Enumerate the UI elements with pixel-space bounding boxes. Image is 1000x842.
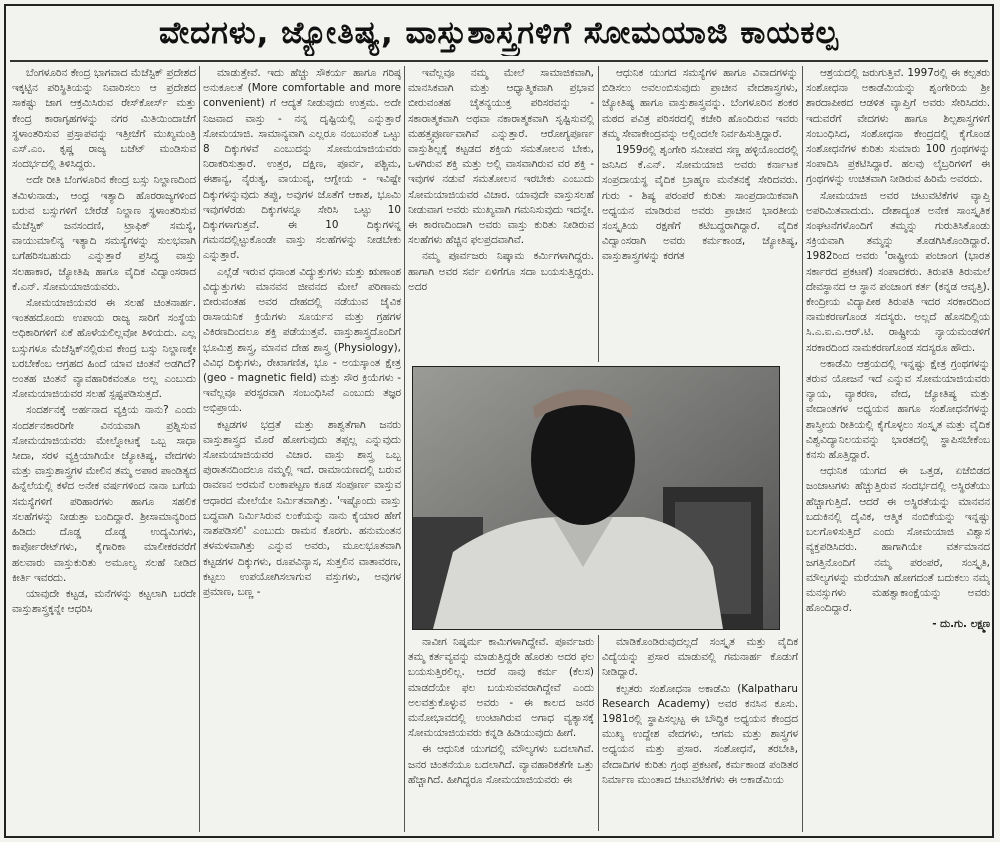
portrait-photo-graphic	[413, 367, 779, 629]
article-column-1	[12, 66, 196, 832]
article-paragraph: ನಮ್ಮ ಪೂರ್ವಜರು ನಿಷ್ಕಾಮ ಕರ್ಮಿಗಳಾಗಿದ್ದರು. ಹಾಗಾಗಿ ಅವರ ಸರ್ವ ಏಳಿಗೆಗೂ ಸದಾ ಬಯಸುತ್ತಿದ್ದರು. ಅದರ	[408, 250, 594, 293]
article-column-5	[806, 66, 990, 832]
author-byline: - ದು.ಗು. ಲಕ್ಷ್ಮಣ	[932, 618, 990, 631]
article-headline: ವೇದಗಳು, ಜ್ಯೋತಿಷ್ಯ, ವಾಸ್ತುಶಾಸ್ತ್ರಗಳಿಗೆ ಸೋಮಯಾಜಿ ಕಾಯಕಲ್ಪ	[159, 15, 839, 51]
article-column-3-bottom	[408, 635, 594, 831]
article-paragraph: ಆಧುನಿಕ ಯುಗದ ಸಮಸ್ಯೆಗಳ ಹಾಗೂ ವಿವಾದಗಳನ್ನು ಬಿಡಿಸಲು ಅವಲಂಬಿಸುವುದು ಪ್ರಾಚೀನ ವೇದಶಾಸ್ತ್ರಗಳು, ಜ್ಯೋತಿಷ್ಯ ಹಾಗೂ ವಾಸ್ತುಶಾಸ್ತ್ರವನ್ನು. ಬೆಂಗಳೂರಿನ ಶಂಕರ ಮಠದ ಪವಿತ್ರ ಪರಿಸರದಲ್ಲಿ ಕಚೇರಿ ಹೊಂದಿರುವ ಇವರು ತಮ್ಮ ಸೇವಾಕೇಂದ್ರವನ್ನು ಅಲ್ಲಿಂದಲೇ ನಿರ್ವಹಿಸುತ್ತಿದ್ದಾರೆ.	[602, 67, 798, 140]
article-paragraph: ಆಶ್ರಯದಲ್ಲಿ ಜರುಗುತ್ತಿವೆ. 1997ರಲ್ಲಿ ಈ ಕಲ್ಪತರು ಸಂಶೋಧನಾ ಅಕಾಡೆಮಿಯನ್ನು ಶೃಂಗೇರಿಯ ಶ್ರೀ ಶಾರದಾಪೀಠದ ಆಡಳಿತ ವ್ಯಾಪ್ತಿಗೆ ಅವರು ಸೇರಿಸಿದರು. ಇದುವರೆಗೆ ವೇದಗಳು ಹಾಗೂ ಶಿಲ್ಪಶಾಸ್ತ್ರಗಳಿಗೆ ಸಂಬಂಧಿಸಿದ, ಸಂಶೋಧನಾ ಕೇಂದ್ರದಲ್ಲಿ ಕೈಗೊಂಡ ಸಂಶೋಧನೆಗಳ ಕುರಿತು ಸುಮಾರು 100 ಗ್ರಂಥಗಳನ್ನು ಸಂಪಾದಿಸಿ ಪ್ರಕಟಿಸಿದ್ದಾರೆ. ಹಲವು ಲೈಬ್ರರಿಗಳಿಗೆ ಈ ಗ್ರಂಥಗಳನ್ನು ಉಚಿತವಾಗಿ ನೀಡಿರುವ ಹಿರಿಮೆ ಅವರದು.	[806, 67, 990, 186]
article-paragraph: ಕಟ್ಟಡಗಳ ಭದ್ರತೆ ಮತ್ತು ಶಾಶ್ವತೆಗಾಗಿ ಜನರು ವಾಸ್ತುಶಾಸ್ತ್ರದ ಮೊರೆ ಹೋಗುವುದು ತಪ್ಪಲ್ಲ ಎನ್ನುವುದು ಸೋಮಯಾಜಿಯವರ ವಿಚಾರ. ವಾಸ್ತು ಶಾಸ್ತ್ರ ಒಬ್ಬ ಪುರಾತನದಿಂದಲೂ ನಮ್ಮಲ್ಲಿ ಇದೆ. ರಾಮಾಯಣದಲ್ಲಿ ಬರುವ ರಾವಣನ ಅರಮನೆ ಲಂಕಾಪಟ್ಟಣ ಕೂಡ ಸಂಪೂರ್ಣ ವಾಸ್ತುವ ಆಧಾರದ ಮೇಲೆಯೇ ನಿರ್ಮಿತವಾಗಿತ್ತು. 'ಇಷ್ಟೊಂದು ವಾಸ್ತು ಬದ್ಧವಾಗಿ ನಿರ್ಮಿಸಿರುವ ಲಂಕೆಯನ್ನು ನಾನು ಕೈಯಾರ ಹೇಗೆ ನಾಶಪಡಿಸಲಿ' ಎಂಬುದು ರಾಮನ ಕೊರಗು. ಹನುಮಂತನ ತಳಮಳವಾಗಿತ್ತು ಎನ್ನುವ ಅವರು, ಮೂಲಭೂತವಾಗಿ ಕಟ್ಟಡಗಳ ದಿಕ್ಕುಗಳು, ರೂಪವಿನ್ಯಾಸ, ಸುತ್ತಲಿನ ವಾತಾವರಣ, ಕಟ್ಟಲು ಉಪಯೋಗಿಸಲಾಗುವ ವಸ್ತುಗಳು, ಅವುಗಳ ಪ್ರಮಾಣ, ಬಣ್ಣ -	[203, 418, 401, 598]
article-paragraph: ಮಾಡಿಕೊಂಡಿರುವುದಲ್ಲದೆ ಸಂಸ್ಕೃತ ಮತ್ತು ವೈದಿಕ ವಿದ್ಯೆಯನ್ನು ಪ್ರಸಾರ ಮಾಡುವಲ್ಲಿ ಗಮನಾರ್ಹ ಕೊಡುಗೆ ನೀಡಿದ್ದಾರೆ.	[602, 636, 798, 679]
article-paragraph: ಸೋಮಯಾಜಿಯವರ ಈ ಸಲಹೆ ಚಿಂತನಾರ್ಹ. ಇಂತಹದೊಂದು ಉಪಾಯ ರಾಜ್ಯ ಸಾರಿಗೆ ಸಂಸ್ಥೆಯ ಅಧಿಕಾರಿಗಳಿಗೆ ಏಕೆ ಹೊಳೆಯಲಿಲ್ಲವೋ ತಿಳಿಯದು. ಎಲ್ಲ ಬಸ್ಸುಗಳೂ ಮೆಜೆಸ್ಟಿಕ್‌ನಲ್ಲಿರುವ ಕೇಂದ್ರ ಬಸ್ಸು ನಿಲ್ದಾಣಕ್ಕೇ ಬರಬೇಕೆಂಬ ಆಗ್ರಹದ ಹಿಂದೆ ಯಾವ ಚಿಂತನೆ ಅಡಗಿದೆ? ಅಂತಹ ಚಿಂತನೆ ವ್ಯಾವಹಾರಿಕವಂತೂ ಅಲ್ಲ ಎಂಬುದು ಸೋಮಯಾಜಿಯವರ ಸಲಹೆ ಸ್ಪಷ್ಟಪಡಿಸುತ್ತದೆ.	[12, 297, 196, 401]
article-column-4-top	[602, 66, 798, 362]
column-divider	[598, 635, 599, 831]
article-paragraph: ನಾವೀಗ ನಿಷ್ಕರ್ಮ ಕಾಮಿಗಳಾಗಿದ್ದೇವೆ. ಪೂರ್ವಜರು ತಮ್ಮ ಕರ್ತವ್ಯವನ್ನು ಮಾಡುತ್ತಿದ್ದರೇ ಹೊರತು ಅದರ ಫಲ ಬಯಸುತ್ತಿರಲಿಲ್ಲ. ಆದರೆ ನಾವು ಕರ್ಮ (ಕೆಲಸ) ಮಾಡದೆಯೇ ಫಲ ಬಯಸುವವರಾಗಿದ್ದೇವೆ ಎಂದು ಅಲವತ್ತುಕೊಳ್ಳುವ ಅವರು - ಈ ಕಾಲದ ಜನರ ಮನೋಭಾವದಲ್ಲಿ ಉಂಟಾಗಿರುವ ಅಗಾಧ ವ್ಯತ್ಯಾಸಕ್ಕೆ ಸೋಮಯಾಜಿಯವರು ಕನ್ನಡಿ ಹಿಡಿಯುವುದು ಹೀಗೆ.	[408, 636, 594, 740]
article-paragraph: ಕಲ್ಪತರು ಸಂಶೋಧನಾ ಅಕಾಡೆಮಿ (Kalpatharu Research Academy) ಅವರ ಕನಸಿನ ಕೂಸು. 1981ರಲ್ಲಿ ಸ್ಥಾಪಿಸಲ್ಪಟ್ಟ ಈ ಬೌದ್ಧಿಕ ಅಧ್ಯಯನ ಕೇಂದ್ರದ ಮುಖ್ಯ ಉದ್ದೇಶ ವೇದಗಳು, ಆಗಮ ಮತ್ತು ಶಾಸ್ತ್ರಗಳ ಅಧ್ಯಯನ ಮತ್ತು ಪ್ರಸಾರ. ಸಂಶೋಧನೆ, ತರಬೇತಿ, ವೇದಾದಿಗಳ ಕುರಿತು ಗ್ರಂಥ ಪ್ರಕಟಣೆ, ಕರ್ಮಕಾಂಡ ಪಂಡಿತರ ನಿರ್ಮಾಣ ಮುಂತಾದ ಚಟುವಟಿಕೆಗಳು ಈ ಅಕಾಡೆಮಿಯ	[602, 682, 798, 786]
article-paragraph: 1959ರಲ್ಲಿ ಶೃಂಗೇರಿ ಸಮೀಪದ ಸಣ್ಣ ಹಳ್ಳಿಯೊಂದರಲ್ಲಿ ಜನಿಸಿದ ಕೆ.ಎನ್. ಸೋಮಯಾಜಿ ಅವರು ಕರ್ನಾಟಕ ಸಂಪ್ರದಾಯಸ್ಥ ವೈದಿಕ ಬ್ರಾಹ್ಮಣ ಮನೆತನಕ್ಕೆ ಸೇರಿದವರು. ಗುರು - ಶಿಷ್ಯ ಪರಂಪರೆ ಕುರಿತು ಸಾಂಪ್ರದಾಯಿಕವಾಗಿ ಅಧ್ಯಯನ ಮಾಡಿರುವ ಅವರು ಪ್ರಾಚೀನ ಭಾರತೀಯ ಸಂಸ್ಕೃತಿಯ ರಕ್ಷಣೆಗೆ ಕಟಿಬದ್ಧರಾಗಿದ್ದಾರೆ. ವೈದಿಕ ವಿದ್ವಾಂಸರಾಗಿ ಅವರು ಕರ್ಮಕಾಂಡ, ಜ್ಯೋತಿಷ್ಯ, ವಾಸ್ತುಶಾಸ್ತ್ರಗಳನ್ನು ಕರಗತ	[602, 144, 798, 263]
article-paragraph: ಮಾಡುತ್ತೇವೆ. ಇದು ಹೆಚ್ಚು ಸೌಕರ್ಯ ಹಾಗೂ ಗರಿಷ್ಠ ಅನುಕೂಲತೆ (More comfortable and more convenient) ಗೆ ಆದ್ಯತೆ ನೀಡುವುದು ಉತ್ತಮ. ಅದೇ ನಿಜವಾದ ವಾಸ್ತು - ನನ್ನ ದೃಷ್ಟಿಯಲ್ಲಿ ಎನ್ನುತ್ತಾರೆ ಸೋಮಯಾಜಿ. ಸಾಮಾನ್ಯವಾಗಿ ಎಲ್ಲರೂ ನಂಬುವಂತೆ ಒಟ್ಟು 8 ದಿಕ್ಕುಗಳವೆ ಎಂಬುದನ್ನು ಸೋಮಯಾಜಿಯವರು ನಿರಾಕರಿಸುತ್ತಾರೆ. ಉತ್ತರ, ದಕ್ಷಿಣ, ಪೂರ್ವ, ಪಶ್ಚಿಮ, ಈಶಾನ್ಯ, ನೈರುತ್ಯ, ವಾಯುವ್ಯ, ಆಗ್ನೇಯ - ಇವಿಷ್ಟೇ ದಿಕ್ಕುಗಳನ್ನುವುದು ತಪ್ಪು, ಅವುಗಳ ಜೊತೆಗೆ ಆಕಾಶ, ಭೂಮಿ ಇವುಗಳೆರಡು ದಿಕ್ಕುಗಳನ್ನೂ ಸೇರಿಸಿ ಒಟ್ಟು 10 ದಿಕ್ಕುಗಳಾಗುತ್ತವೆ. ಈ 10 ದಿಕ್ಕುಗಳನ್ನ ಗಮನದಲ್ಲಿಟ್ಟುಕೊಂಡೇ ವಾಸ್ತು ಸಲಹೆಗಳನ್ನು ನೀಡಬೇಕು ಎನ್ನುತ್ತಾರೆ.	[203, 67, 401, 262]
column-divider	[598, 66, 599, 362]
article-paragraph: ಈ ಆಧುನಿಕ ಯುಗದಲ್ಲಿ ಮೌಲ್ಯಗಳು ಬದಲಾಗಿವೆ. ಜನರ ಚಿಂತನೆಯೂ ಬದಲಾಗಿದೆ. ವ್ಯಾವಹಾರಿಕತೆಗೇ ಒತ್ತು ಹೆಚ್ಚಾಗಿದೆ. ಹೀಗಿದ್ದರೂ ಸೋಮಯಾಜಿಯವರು ಈ	[408, 743, 594, 786]
column-divider	[802, 66, 803, 832]
article-paragraph: ಸೋಮಯಾಜಿ ಅವರ ಚಟುವಟಿಕೆಗಳ ವ್ಯಾಪ್ತಿ ಅಪರಿಮಿತವಾದುದು. ದೇಶಾದ್ಯಂತ ಅನೇಕ ಸಾಂಸ್ಕೃತಿಕ ಸಂಘಟನೆಗಳೊಂದಿಗೆ ತಮ್ಮನ್ನು ಗುರುತಿಸಿಕೊಂಡು ಸಕ್ರಿಯವಾಗಿ ತಮ್ಮನ್ನು ತೊಡಗಿಸಿಕೊಂಡಿದ್ದಾರೆ. 1982ರಿಂದ ಅವರು 'ರಾಷ್ಟ್ರೀಯ ಪಂಚಾಂಗ (ಭಾರತ ಸರ್ಕಾರದ ಪ್ರಕಟಣೆ) ಸಂಪಾದಕರು. ತಿರುಪತಿ ತಿರುಮಲೆ ದೇವಸ್ಥಾನದ ಆ ಸ್ಥಾನ ಪಂಚಾಂಗ ಕರ್ತ (ಕನ್ನಡ ಆವೃತ್ತಿ). ಕೇಂದ್ರೀಯ ವಿದ್ಯಾಪೀಠ ತಿರುಪತಿ ಇದರ ಸರಕಾರದಿಂದ ನಾಮಕರಣಗೊಂಡ ಸದಸ್ಯರು. ಅಲ್ಲದೆ ಹೊಸದಿಲ್ಲಿಯ ಸಿ.ಎ.ಐ.ಎ.ಆರ್.ಟಿ. ರಾಷ್ಟ್ರೀಯ ನ್ಯಾಯಮಂಡಳಿಗೆ ಸರಕಾರದಿಂದ ನಾಮಕರಣಗೊಂಡ ಸದಸ್ಯರೂ ಹೌದು.	[806, 189, 990, 354]
portrait-photo	[412, 366, 780, 630]
article-paragraph: ಇವೆಲ್ಲವೂ ನಮ್ಮ ಮೇಲೆ ಸಾಮಾಜಿಕವಾಗಿ, ಮಾನಸಿಕವಾಗಿ ಮತ್ತು ಆಧ್ಯಾತ್ಮಿಕವಾಗಿ ಪ್ರಭಾವ ಬೀರುವಂತಹ ಚೈತನ್ಯಯುಕ್ತ ಪರಿಸರವನ್ನು - ಸಕಾರಾತ್ಮಕವಾಗಿ ಅಥವಾ ನಕಾರಾತ್ಮಕವಾಗಿ ಸೃಷ್ಟಿಸುವಲ್ಲಿ ಮಹತ್ತ್ವಪೂರ್ಣವಾಗಿವೆ ಎನ್ನುತ್ತಾರೆ. ಆರೋಗ್ಯಪೂರ್ಣ ವಾಸ್ತುಶಿಲ್ಪಕ್ಕೆ ಕಟ್ಟಡದ ಶಕ್ತಿಯ ಸಮತೋಲನ ಬೇಕು, ಒಳಗಿರುವ ಶಕ್ತಿ ಮತ್ತು ಅಲ್ಲಿ ವಾಸವಾಗಿರುವ ವರ ಶಕ್ತಿ - ಇವುಗಳ ನಡುವೆ ಸಮತೋಲನ ಇರಬೇಕು ಎಂಬುದು ಸೋಮಯಾಜಿಯವರ ವಿಚಾರ. ಯಾವುದೇ ವಾಸ್ತುಸಲಹೆ ನೀಡುವಾಗ ಅವರು ಮುಖ್ಯವಾಗಿ ಗಮನಿಸುವುದು ಇದನ್ನೇ. ಈ ಕಾರಣದಿಂದಾಗಿ ಅವರು ವಾಸ್ತು ಕುರಿತು ನೀಡಿರುವ ಸಲಹೆಗಳು ಹೆಚ್ಚಿನ ಫಲಪ್ರದವಾಗಿವೆ.	[408, 67, 594, 247]
article-paragraph: ಎಲ್ಲೆಡೆ ಇರುವ ಧನಾಂಶ ವಿದ್ಯುತ್ತುಗಳು ಮತ್ತು ಋಣಾಂಶ ವಿದ್ಯುತ್ತುಗಳು ಮಾನವನ ಜೀವನದ ಮೇಲೆ ಪರಿಣಾಮ ಬೀರುವಂತಹ ಅವರ ದೇಹದಲ್ಲಿ ನಡೆಯುವ ಜೈವಿಕ ರಾಸಾಯನಿಕ ಕ್ರಿಯೆಗಳು ಸೂರ್ಯನ ಮತ್ತು ಗ್ರಹಗಳ ವಿಕಿರಣದಿಂದಲೂ ಶಕ್ತಿ ಪಡೆಯುತ್ತವೆ. ವಾಸ್ತುಶಾಸ್ತ್ರದೊಂದಿಗೆ ಭೂಮಿಶ್ರ ಶಾಸ್ತ್ರ, ಮಾನವ ದೇಹ ಶಾಸ್ತ್ರ (Physiology), ವಿವಿಧ ದಿಕ್ಕುಗಳು, ರೇಖಾಗಣಿತ, ಭೂ - ಅಯಸ್ಕಾಂತ ಕ್ಷೇತ್ರ (geo - magnetic field) ಮತ್ತು ಸೌರ ಕ್ರಿಯೆಗಳು - ಇವೆಲ್ಲವೂ ಪರಸ್ಪರವಾಗಿ ಸಂಬಂಧಿಸಿವೆ ಎಂಬುದು ತಜ್ಞರ ಅಭಿಪ್ರಾಯ.	[203, 265, 401, 415]
article-column-3-top	[408, 66, 594, 362]
article-column-2	[203, 66, 401, 832]
article-paragraph: ಅಕಾಡೆಮಿ ಆಶ್ರಯದಲ್ಲಿ ಇನ್ನಷ್ಟು ಕ್ಷೇತ್ರ ಗ್ರಂಥಗಳನ್ನು ತರುವ ಯೋಜನೆ ಇದೆ ಎನ್ನುವ ಸೋಮಯಾಜಿಯವರು ನ್ಯಾಯ, ವ್ಯಾಕರಣ, ವೇದ, ಜ್ಯೋತಿಷ್ಯ ಮತ್ತು ವೇದಾಂತಗಳ ಅಧ್ಯಯನ ಹಾಗೂ ಸಂಶೋಧನೆಗಳನ್ನು ಶಾಸ್ತ್ರೀಯ ರೀತಿಯಲ್ಲಿ ಕೈಗೊಳ್ಳಲು ಸಂಸ್ಕೃತ ಮತ್ತು ವೈದಿಕ ವಿಶ್ವವಿದ್ಯಾನಿಲಯವನ್ನು ಭಾರತದಲ್ಲಿ ಸ್ಥಾಪಿಸಬೇಕೆಂಬ ಕನಸು ಹೊತ್ತಿದ್ದಾರೆ.	[806, 357, 990, 462]
article-column-4-bottom	[602, 635, 798, 831]
article-paragraph: ಬೆಂಗಳೂರಿನ ಕೇಂದ್ರ ಭಾಗವಾದ ಮೆಜೆಸ್ಟಿಕ್ ಪ್ರದೇಶದ ಇಕ್ಕಟ್ಟಿನ ಪರಿಸ್ಥಿತಿಯನ್ನು ನಿವಾರಿಸಲು ಆ ಪ್ರದೇಶದ ಸಾಕಷ್ಟು ಜಾಗ ಆಕ್ರಮಿಸಿರುವ ರೇಸ್‌ಕೋರ್ಸ್ ಮತ್ತು ಕೇಂದ್ರ ಕಾರಾಗೃಹಗಳನ್ನು ನಗರ ಮಿತಿಯಿಂದಾಚೆಗೆ ಸ್ಥಳಾಂತರಿಸುವ ಪ್ರಸ್ತಾಪವನ್ನು ಇತ್ತೀಚೆಗೆ ಮುಖ್ಯಮಂತ್ರಿ ಎಸ್.ಎಂ. ಕೃಷ್ಣ ರಾಜ್ಯ ಬಜೆಟ್ ಮಂಡಿಸುವ ಸಂದರ್ಭದಲ್ಲಿ ತಿಳಿಸಿದ್ದರು.	[12, 67, 196, 171]
headline-rule	[10, 60, 988, 62]
article-paragraph: ಆಧುನಿಕ ಯುಗದ ಈ ಒತ್ತಡ, ಏಜೆಬಿಡದ ಜಂಜಾಟಗಳು ಹೆಚ್ಚುತ್ತಿರುವ ಸಂದರ್ಭದಲ್ಲಿ ಅಸ್ಥಿರತೆಯು ಹೆಚ್ಚಾಗುತ್ತಿದೆ. ಆದರೆ ಈ ಅಸ್ಥಿರತೆಯನ್ನು ಮಾನವನ ಬದುಕಿನಲ್ಲಿ ದೈವಿಕ, ಆತ್ಮಿಕ ನಂಬಿಕೆಯನ್ನು ಇನ್ನಷ್ಟು ಬಲಗೊಳಿಸುತ್ತಿದೆ ಎಂದು ಸೋಮಯಾಜಿ ವಿಶ್ವಾಸ ವ್ಯಕ್ತಪಡಿಸಿದರು. ಹಾಗಾಗಿಯೇ ವರ್ತಮಾನದ ಜಗತ್ತಿನೊಂದಿಗೆ ನಮ್ಮ ಪರಂಪರೆ, ಸಂಸ್ಕೃತಿ, ಮೌಲ್ಯಗಳನ್ನು ಮರೆಯಾಗಿ ಹೋಗದಂತೆ ಬದುಕಲು ನಮ್ಮ ಮನಸ್ಸುಗಳು ಮಹತ್ವಾಕಾಂಕ್ಷೆಯನ್ನು ಅವರು ಹೊಂದಿದ್ದಾರೆ.	[806, 465, 990, 615]
column-divider	[199, 66, 200, 832]
column-divider	[404, 66, 405, 832]
article-paragraph: ಅದೇ ರೀತಿ ಬೆಂಗಳೂರಿನ ಕೇಂದ್ರ ಬಸ್ಸು ನಿಲ್ದಾಣದಿಂದ ತಮಿಳುನಾಡು, ಆಂಧ್ರ ಇತ್ಯಾದಿ ಹೊರರಾಜ್ಯಗಳಿಂದ ಬರುವ ಬಸ್ಸುಗಳಿಗೆ ಬೇರೆಡೆ ನಿಲ್ದಾಣ ಸ್ಥಳಾಂತರಿಸುವ ಮೆಜೆಸ್ಟಿಕ್ ಜನಸಂದಣಿ, ಟ್ರಾಫಿಕ್ ಸಮಸ್ಯೆ, ವಾಯುಮಾಲಿನ್ಯ ಇತ್ಯಾದಿ ಸಮಸ್ಯೆಗಳನ್ನು ಸುಲಭವಾಗಿ ಬಗೆಹರಿಸಬಹುದು ಎನ್ನುತ್ತಾರೆ ಪ್ರಸಿದ್ಧ ವಾಸ್ತು ಸಲಹಾಕಾರ, ಜ್ಯೋತಿಷಿ ಹಾಗೂ ವೈದಿಕ ವಿದ್ವಾಂಸರಾದ ಕೆ.ಎನ್. ಸೋಮಯಾಜಿಯವರು.	[12, 174, 196, 293]
article-paragraph: ಸಂದರ್ಶನಕ್ಕೆ ಅರ್ಹನಾದ ವ್ಯಕ್ತಿಯ ನಾನು? ಎಂದು ಸಂದರ್ಶನಕಾರರಿಗೇ ವಿನಯವಾಗಿ ಪ್ರಶ್ನಿಸುವ ಸೋಮಯಾಜಿಯವರು ಮೇಲ್ನೋಟಕ್ಕೆ ಒಬ್ಬ ಸಾಧಾ ಸೀದಾ, ಸರಳ ವ್ಯಕ್ತಿಯಾಗಿಯೇ ಜ್ಯೋತಿಷ್ಯ, ವೇದಗಳು ಮತ್ತು ವಾಸ್ತುಶಾಸ್ತ್ರಗಳ ಮೇಲಿನ ತಮ್ಮ ಅಪಾರ ಪಾಂಡಿತ್ಯದ ಹಿನ್ನೆಲೆಯಲ್ಲಿ ಕಳೆದ ಅನೇಕ ವರ್ಷಗಳಿಂದ ನಾನಾ ಬಗೆಯ ಸಮಸ್ಯೆಗಳಿಗೆ ಪರಿಹಾರಗಳು ಹಾಗೂ ಸಹಲಿಕ ಸಲಹೆಗಳನ್ನು ನೀಡುತ್ತಾ ಬಂದಿದ್ದಾರೆ. ಶ್ರೀಸಾಮಾನ್ಯರಿಂದ ಹಿಡಿದು ದೊಡ್ಡ ದೊಡ್ಡ ಉದ್ಯಮಿಗಳು, ಕಾರ್ಪೋರೇಟ್‌ಗಳು, ಕೈಗಾರಿಕಾ ಮಾಲೀಕರವರೆಗೆ ಹಲವಾರು ವಾಸ್ತುಕುರಿತು ಅಮೂಲ್ಯ ಸಲಹೆ ನೀಡಿದ ಕೀರ್ತಿ ಇವರದು.	[12, 404, 196, 584]
article-paragraph: ಯಾವುದೇ ಕಟ್ಟಡ, ಮನೆಗಳನ್ನು ಕಟ್ಟಲಾಗಿ ಬರದೇ ವಾಸ್ತುಶಾಸ್ತ್ರಕ್ಕನ್ನೇ ಆಧರಿಸಿ	[12, 587, 196, 616]
